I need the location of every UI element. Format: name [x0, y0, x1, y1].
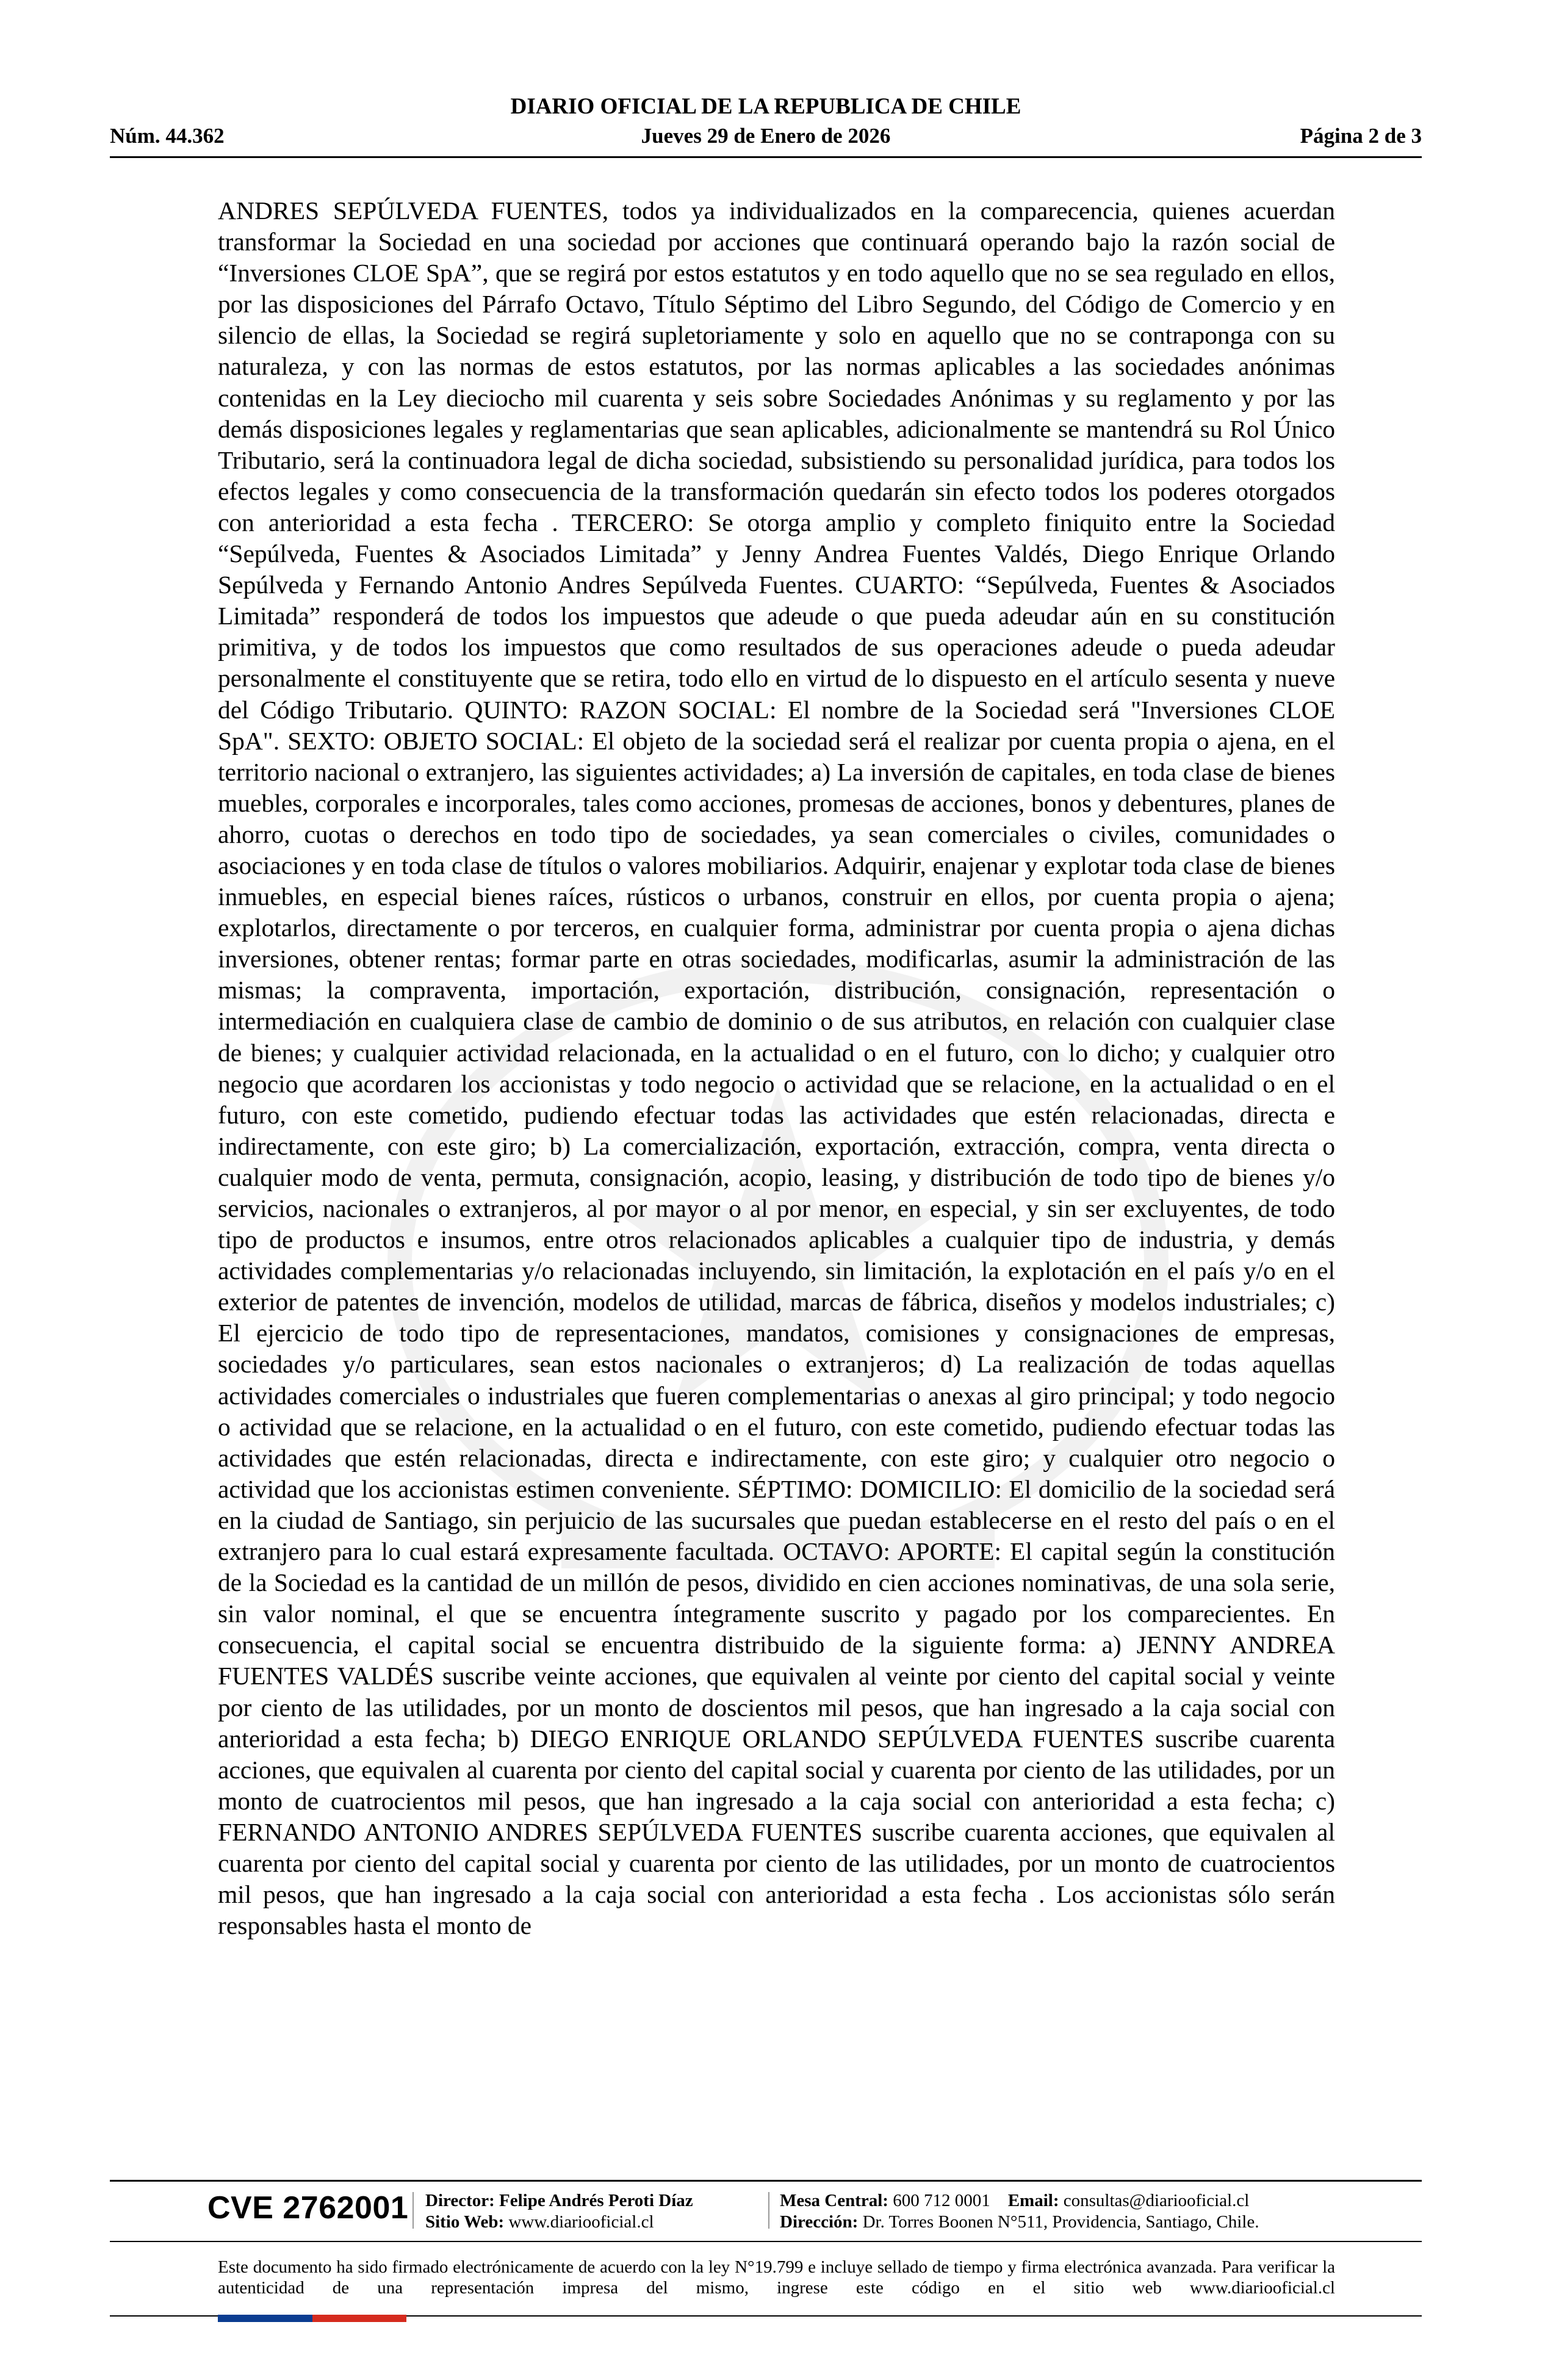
- phone-label: Mesa Central:: [780, 2191, 888, 2210]
- footer-top-divider: [110, 2180, 1422, 2182]
- director-label: Director:: [425, 2191, 495, 2210]
- issue-number: Núm. 44.362: [110, 124, 225, 148]
- footer-separator: [768, 2192, 769, 2229]
- cve-code: CVE 2762001: [207, 2190, 409, 2226]
- issue-date: Jueves 29 de Enero de 2026: [641, 124, 891, 148]
- publication-title: DIARIO OFICIAL DE LA REPUBLICA DE CHILE: [510, 94, 1021, 119]
- flag-red-segment: [312, 2315, 407, 2322]
- footer-contact-block: [780, 2190, 1259, 2233]
- phone-number: 600 712 0001: [893, 2191, 990, 2210]
- email-link[interactable]: consultas@diariooficial.cl: [1063, 2191, 1250, 2210]
- address-label: Dirección:: [780, 2212, 859, 2232]
- flag-stripe: [218, 2315, 406, 2322]
- email-label: Email:: [1007, 2191, 1059, 2210]
- director-name: Felipe Andrés Peroti Díaz: [499, 2191, 693, 2210]
- footer-director-block: [425, 2190, 693, 2233]
- flag-blue-segment: [218, 2315, 312, 2322]
- page-number: Página 2 de 3: [1300, 124, 1422, 148]
- website-label: Sitio Web:: [425, 2212, 505, 2232]
- header-divider: [110, 156, 1422, 158]
- address-text: Dr. Torres Boonen N°511, Providencia, Santiago, Chile.: [862, 2212, 1259, 2232]
- website-link[interactable]: www.diariooficial.cl: [508, 2212, 654, 2232]
- footer-separator: [412, 2192, 414, 2229]
- signature-notice: Este documento ha sido firmado electrónicamente de acuerdo con la ley N°19.799 e incluye sellado de tiempo y firma electrónica avanzada. Para verificar la autenticidad de una representación impresa del mismo, ingrese este código en el sitio web www.diariooficial.cl: [218, 2257, 1335, 2298]
- page-header: [110, 93, 1422, 160]
- footer-middle-divider: [110, 2241, 1422, 2242]
- document-body: ANDRES SEPÚLVEDA FUENTES, todos ya individualizados en la comparecencia, quienes acuerdan transformar la Sociedad en una sociedad por acciones que continuará operando bajo la razón social de “Inversiones CLOE SpA”, que se regirá por estos estatutos y en todo aquello que no se sea regulado en ellos, por las disposiciones del Párrafo Octavo, Título Séptimo del Libro Segundo, del Código de Comercio y en silencio de ellas, la Sociedad se regirá supletoriamente y solo en aquello que no se contraponga con su naturaleza, y con las normas de estos estatutos, por las normas aplicables a las sociedades anónimas contenidas en la Ley dieciocho mil cuarenta y seis sobre Sociedades Anónimas y su reglamento y por las demás disposiciones legales y reglamentarias que sean aplicables, adicionalmente se mantendrá su Rol Único Tributario, será la continuadora legal de dicha sociedad, subsistiendo su personalidad jurídica, para todos los efectos legales y como consecuencia de la transformación quedarán sin efecto todos los poderes otorgados con anterioridad a esta fecha . TERCERO: Se otorga amplio y completo finiquito entre la Sociedad “Sepúlveda, Fuentes & Asociados Limitada” y Jenny Andrea Fuentes Valdés, Diego Enrique Orlando Sepúlveda y Fernando Antonio Andres Sepúlveda Fuentes. CUARTO: “Sepúlveda, Fuentes & Asociados Limitada” responderá de todos los impuestos que adeude o que pueda adeudar aún en su constitución primitiva, y de todos los impuestos que como resultados de sus operaciones adeude o pueda adeudar personalmente el constituyente que se retira, todo ello en virtud de lo dispuesto en el artículo sesenta y nueve del Código Tributario. QUINTO: RAZON SOCIAL: El nombre de la Sociedad será "Inversiones CLOE SpA". SEXTO: OBJETO SOCIAL: El objeto de la sociedad será el realizar por cuenta propia o ajena, en el territorio nacional o extranjero, las siguientes actividades; a) La inversión de capitales, en toda clase de bienes muebles, corporales e incorporales, tales como acciones, promesas de acciones, bonos y debentures, planes de ahorro, cuotas o derechos en todo tipo de sociedades, ya sean comerciales o civiles, comunidades o asociaciones y en toda clase de títulos o valores mobiliarios. Adquirir, enajenar y explotar toda clase de bienes inmuebles, en especial bienes raíces, rústicos o urbanos, construir en ellos, por cuenta propia o ajena; explotarlos, directamente o por terceros, en cualquier forma, administrar por cuenta propia o ajena dichas inversiones, obtener rentas; formar parte en otras sociedades, modificarlas, asumir la administración de las mismas; la compraventa, importación, exportación, distribución, consignación, representación o intermediación en cualquiera clase de cambio de dominio o de sus atributos, en relación con cualquier clase de bienes; y cualquier actividad relacionada, en la actualidad o en el futuro, con lo dicho; y cualquier otro negocio que acordaren los accionistas y todo negocio o actividad que se relacione, en la actualidad o en el futuro, con este cometido, pudiendo efectuar todas las actividades que estén relacionadas, directa e indirectamente, con este giro; b) La comercialización, exportación, extracción, compra, venta directa o cualquier modo de venta, permuta, consignación, acopio, leasing, y distribución de todo tipo de bienes y/o servicios, nacionales o extranjeros, al por mayor o al por menor, en especial, y sin ser excluyentes, de todo tipo de productos e insumos, entre otros relacionados aplicables a cualquier tipo de industria, y demás actividades complementarias y/o relacionadas incluyendo, sin limitación, la explotación en el país y/o en el exterior de patentes de invención, modelos de utilidad, marcas de fábrica, diseños y modelos industriales; c) El ejercicio de todo tipo de representaciones, mandatos, comisiones y consignaciones de empresas, sociedades y/o particulares, sean estos nacionales o extranjeros; d) La realización de todas aquellas actividades comerciales o industriales que fueren complementarias o anexas al giro principal; y todo negocio o actividad que se relacione, en la actualidad o en el futuro, con este cometido, pudiendo efectuar todas las actividades que estén relacionadas, directa e indirectamente, con este giro; y cualquier otro negocio o actividad que los accionistas estimen conveniente. SÉPTIMO: DOMICILIO: El domicilio de la sociedad será en la ciudad de Santiago, sin perjuicio de las sucursales que puedan establecerse en el resto del país o en el extranjero para lo cual estará expresamente facultada. OCTAVO: APORTE: El capital según la constitución de la Sociedad es la cantidad de un millón de pesos, dividido en cien acciones nominativas, de una sola serie, sin valor nominal, el que se encuentra íntegramente suscrito y pagado por los comparecientes. En consecuencia, el capital social se encuentra distribuido de la siguiente forma: a) JENNY ANDREA FUENTES VALDÉS suscribe veinte acciones, que equivalen al veinte por ciento del capital social y veinte por ciento de las utilidades, por un monto de doscientos mil pesos, que han ingresado a la caja social con anterioridad a esta fecha; b) DIEGO ENRIQUE ORLANDO SEPÚLVEDA FUENTES suscribe cuarenta acciones, que equivalen al cuarenta por ciento del capital social y cuarenta por ciento de las utilidades, por un monto de cuatrocientos mil pesos, que han ingresado a la caja social con anterioridad a esta fecha; c) FERNANDO ANTONIO ANDRES SEPÚLVEDA FUENTES suscribe cuarenta acciones, que equivalen al cuarenta por ciento del capital social y cuarenta por ciento de las utilidades, por un monto de cuatrocientos mil pesos, que han ingresado a la caja social con anterioridad a esta fecha . Los accionistas sólo serán responsables hasta el monto de: [218, 197, 1335, 1940]
